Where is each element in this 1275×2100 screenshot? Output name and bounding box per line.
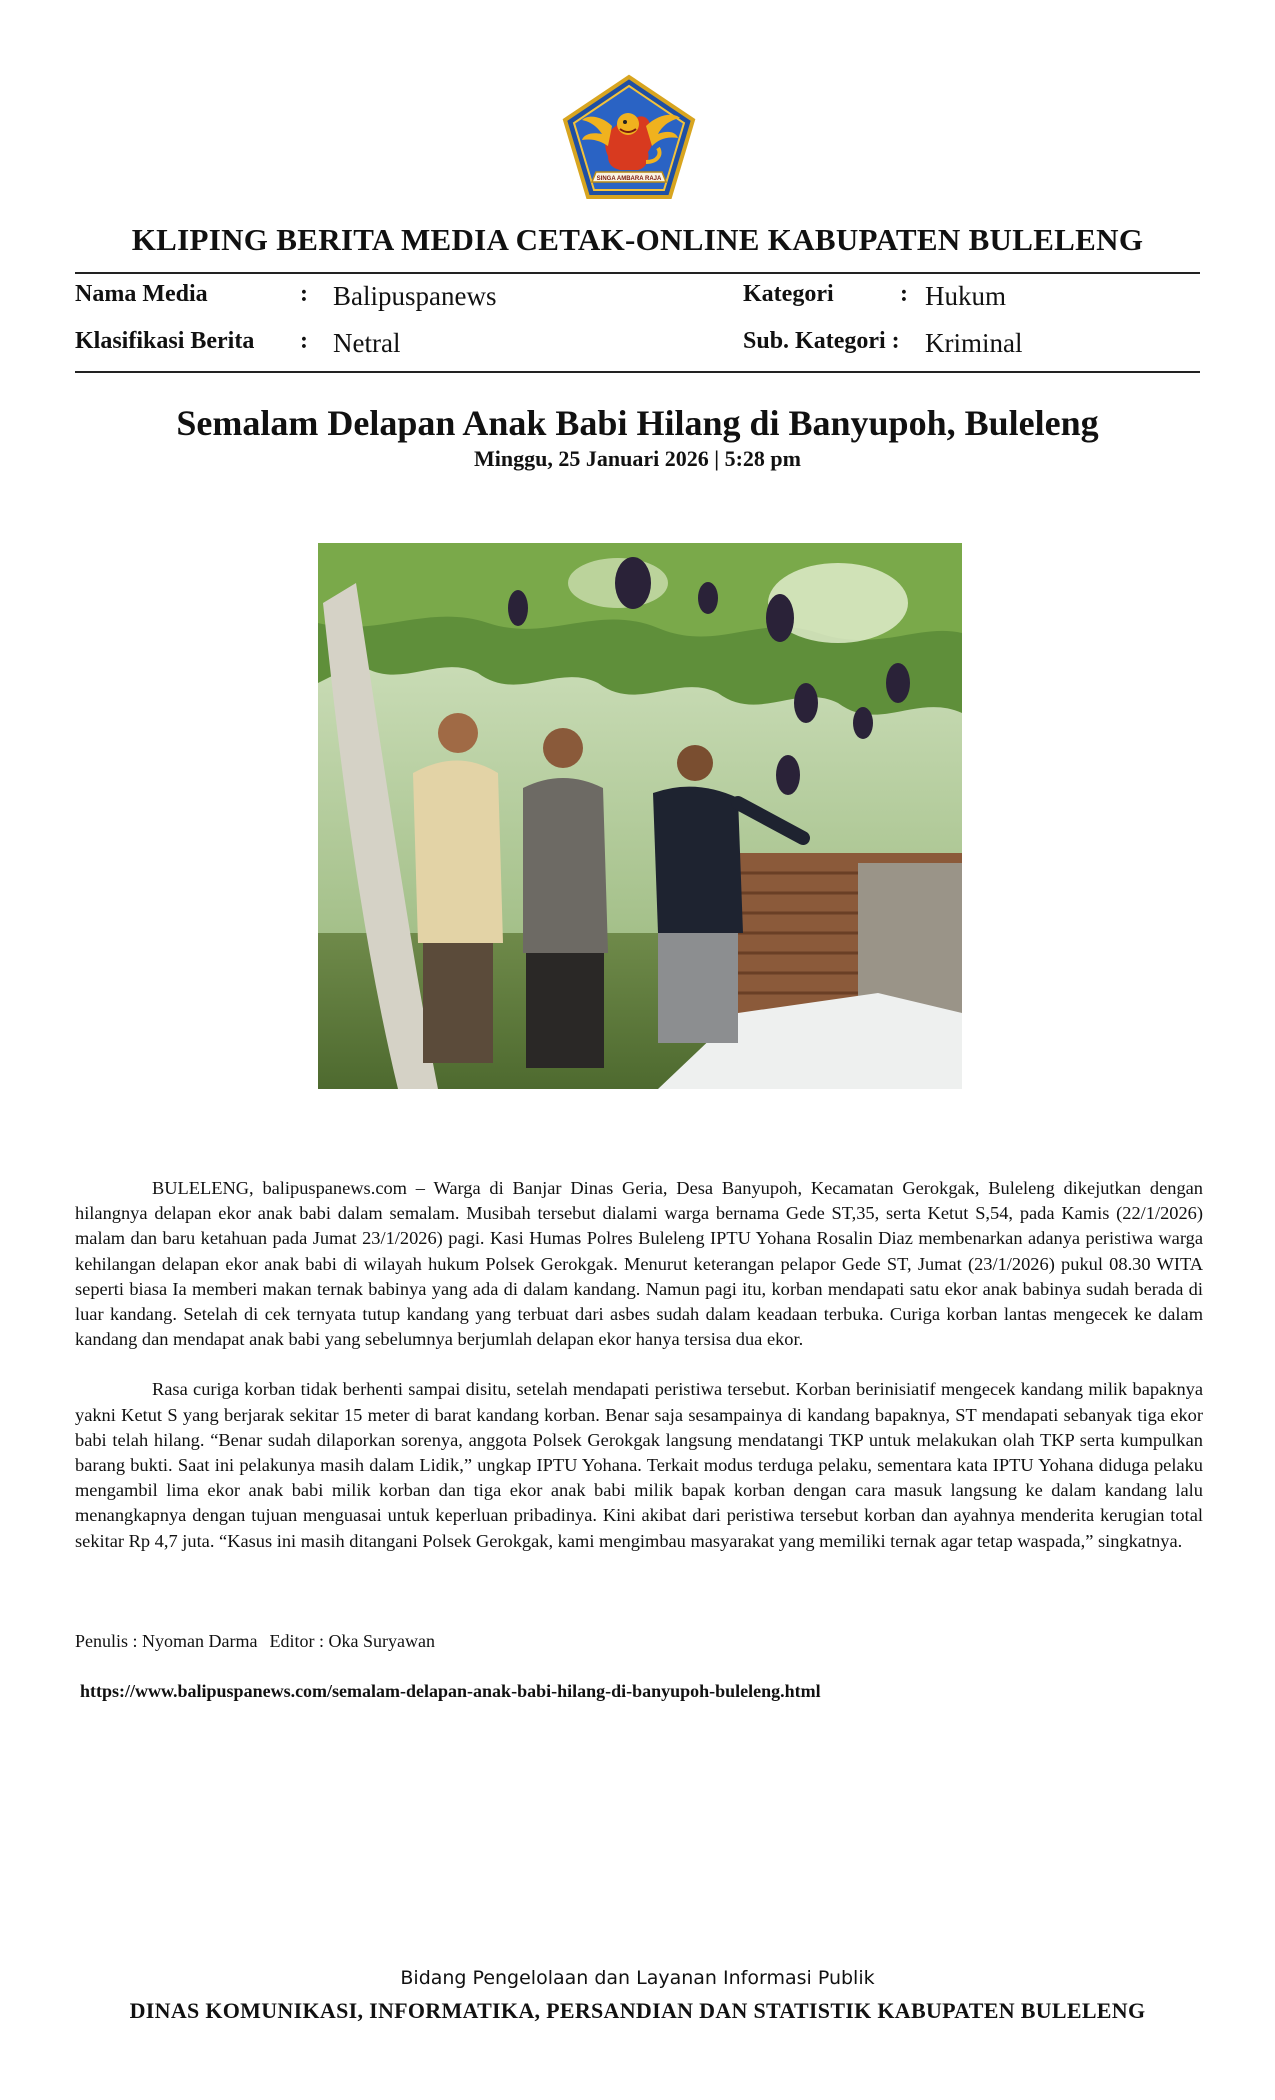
singa-ambara-raja-emblem-icon — [562, 74, 696, 200]
klasifikasi-colon: : — [300, 328, 308, 354]
source-url-link[interactable]: https://www.balipuspanews.com/semalam-delapan-anak-babi-hilang-di-banyupoh-buleleng.html — [80, 1681, 821, 1701]
author-credit — [75, 1631, 435, 1652]
article-paragraph: BULELENG, balipuspanews.com – Warga di Banjar Dinas Geria, Desa Banyupoh, Kecamatan Gerokgak, Buleleng dikejutkan dengan hilangnya delapan ekor anak babi dalam semalam. Musibah tersebut dialami warga bernama Gede ST,35, serta Ketut S,54, pada Kamis (22/1/2026) malam dan baru ketahuan pada Jumat 23/1/2026) pagi. Kasi Humas Polres Buleleng IPTU Yohana Rosalin Diaz membenarkan adanya peristiwa warga kehilangan delapan ekor anak babi di wilayah hukum Polsek Gerokgak. Menurut keterangan pelapor Gede ST, Jumat (23/1/2026) pukul 08.30 WITA seperti biasa Ia memberi makan ternak babinya yang ada di dalam kandang. Namun pagi itu, korban mendapati satu ekor anak babinya sudah berada di luar kandang. Setelah di cek ternyata tutup kandang yang terbuat dari asbes sudah dalam keadaan terbuka. Curiga korban lantas mengecek ke dalam kandang dan mendapat anak babi yang sebelumnya berjumlah delapan ekor hanya tersisa dua ekor. — [75, 1178, 1203, 1350]
regency-emblem-logo — [562, 74, 696, 200]
subkategori-value: Kriminal — [925, 328, 1023, 358]
divider-top — [75, 272, 1200, 274]
penulis-credit: Penulis : Nyoman Darma — [75, 1631, 258, 1651]
emblem-motto: SINGA AMBARA RAJA — [596, 176, 662, 182]
article-photo — [318, 543, 962, 1089]
media-label: Nama Media — [75, 281, 208, 307]
subkategori-label: Sub. Kategori : — [743, 328, 900, 354]
klasifikasi-value: Netral — [333, 328, 401, 358]
news-photo-image — [318, 543, 962, 1089]
kategori-label: Kategori — [743, 281, 834, 307]
divider-bottom — [75, 371, 1200, 373]
article-dateline: Minggu, 25 Januari 2026 | 5:28 pm — [474, 446, 801, 471]
klasifikasi-label: Klasifikasi Berita — [75, 328, 255, 354]
footer-division: Bidang Pengelolaan dan Layanan Informasi Publik — [400, 1967, 875, 1989]
kategori-value: Hukum — [925, 281, 1006, 311]
media-colon: : — [300, 281, 308, 307]
editor-credit: Editor : Oka Suryawan — [269, 1631, 435, 1651]
masthead-title: KLIPING BERITA MEDIA CETAK-ONLINE KABUPATEN BULELENG — [131, 222, 1144, 257]
media-value: Balipuspanews — [333, 281, 497, 311]
article-paragraph: Rasa curiga korban tidak berhenti sampai disitu, setelah mendapati peristiwa tersebut. Korban berinisiatif mengecek kandang milik bapaknya yakni Ketut S yang berjarak sekitar 15 meter di barat kandang korban. Benar saja sesampainya di kandang bapaknya, ST mendapati sebanyak tiga ekor babi telah hilang. “Benar sudah dilaporkan sorenya, anggota Polsek Gerokgak langsung mendatangi TKP untuk melakukan olah TKP serta kumpulkan barang bukti. Saat ini pelakunya masih dalam Lidik,” ungkap IPTU Yohana. Terkait modus terduga pelaku, sementara kata IPTU Yohana diduga pelaku mengambil lima ekor anak babi milik korban dan tiga ekor anak babi milik bapak korban dengan cara masuk langsung ke dalam kandang lalu menangkapnya dengan tujuan menguasai untuk keperluan pribadinya. Kini akibat dari peristiwa tersebut korban dan ayahnya menderita kerugian total sekitar Rp 4,7 juta. “Kasus ini masih ditangani Polsek Gerokgak, kami mengimbau masyarakat yang memiliki ternak agar tetap waspada,” singkatnya. — [75, 1379, 1203, 1551]
article-body — [75, 1176, 1203, 1579]
footer-agency: DINAS KOMUNIKASI, INFORMATIKA, PERSANDIAN DAN STATISTIK KABUPATEN BULELENG — [129, 1998, 1146, 2023]
article-headline: Semalam Delapan Anak Babi Hilang di Banyupoh, Buleleng — [176, 403, 1099, 443]
kategori-colon: : — [900, 281, 908, 307]
